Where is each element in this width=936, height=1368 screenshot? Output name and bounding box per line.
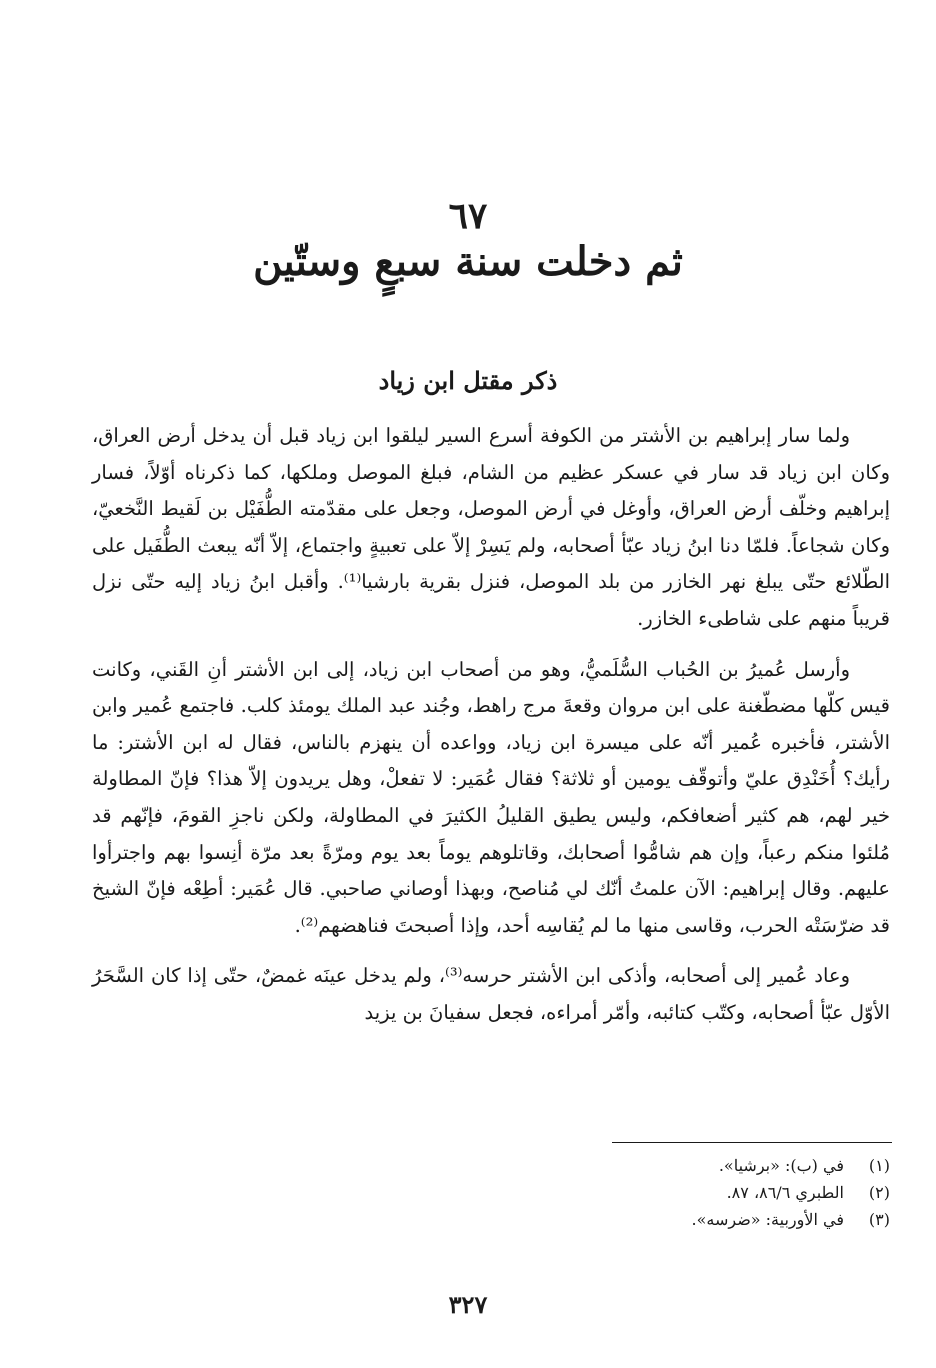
footnote-number: (٢)	[868, 1183, 890, 1202]
chapter-title: ثم دخلت سنة سبعٍ وستّين	[253, 238, 683, 285]
paragraph-3: وعاد عُمير إلى أصحابه، وأذكى ابن الأشتر حرسه⁽³⁾، ولم يدخل عينَه غمضٌ، حتّى إذا كان السَّحَرُ الأوّل عبّأ أصحابه، وكتّب كتائبه، وأمّر أمراءه، فجعل سفيانَ بن يزيد	[92, 964, 890, 1024]
footnote-number: (٣)	[868, 1210, 890, 1229]
footnote-number: (١)	[868, 1156, 890, 1175]
chapter-number: ٦٧	[448, 195, 488, 237]
footnote-divider	[612, 1142, 892, 1143]
paragraph-1: ولما سار إبراهيم بن الأشتر من الكوفة أسرع السير ليلقوا ابن زياد قبل أن يدخل أرض العراق، وكان ابن زياد قد سار في عسكر عظيم من الشام، فبلغ الموصل وملكها، كما ذكرناه أوّلاً، فسار إبراهيم وخلّف أرض العراق، وأوغل في أرض الموصل، وجعل على مقدّمته الطُّفَيْل بن لَقيط النَّخعيّ، وكان شجاعاً. فلمّا دنا ابنُ زياد عبّأ أصحابه، ولم يَسِرْ إلاّ على تعبيةٍ واجتماع، إلاّ أنّه يبعث الطُّفَيل على الطّلائع حتّى يبلغ نهر الخازر من بلد الموصل، فنزل بقرية بارشيا⁽¹⁾. وأقبل ابنُ زياد إليه حتّى نزل قريباً منهم على شاطىء الخازر.	[92, 424, 891, 630]
body-text	[92, 418, 890, 1032]
page-number: ٣٢٧	[448, 1290, 488, 1319]
footnote-2	[560, 1179, 890, 1206]
footnote-1	[560, 1152, 890, 1179]
footnote-text: في (ب): «برشيا».	[718, 1156, 844, 1175]
footnotes	[560, 1152, 890, 1233]
footnote-3	[560, 1206, 890, 1233]
section-heading: ذكر مقتل ابن زياد	[378, 366, 558, 395]
footnote-text: في الأوربية: «ضرسه».	[691, 1210, 844, 1229]
paragraph-2: وأرسل عُميرُ بن الحُباب السُّلَميُّ، وهو من أصحاب ابن زياد، إلى ابن الأشتر أنِ القَني، وكانت قيس كلّها مضطّغنة على ابن مروان وقعةَ مرج راهط، وجُند عبد الملك يومئذ كلب. فاجتمع عُمير وابن الأشتر، فأخبره عُمير أنّه على ميسرة ابن زياد، وواعده أن ينهزم بالناس، فقال له ابن الأشتر: ما رأيك؟ أُخَنْدِق عليّ وأتوقّف يومين أو ثلاثة؟ فقال عُمَير: لا تفعلْ، وهل يريدون إلاّ هذا؟ فإنّ المطاولة خير لهم، هم كثير أضعافكم، وليس يطيق القليلُ الكثيرَ في المطاولة، ولكن ناجزِ القومَ، فإنّهم قد مُلئوا منكم رعباً، وإن هم شامُّوا أصحابك، وقاتلوهم يوماً بعد يوم ومرّةً بعد مرّة أنِسوا بهم واجترأوا عليهم. وقال إبراهيم: الآن علمتُ أنّك لي مُناصح، وبهذا أوصاني صاحبي. قال عُمَير: أطِعْه فإنّ الشيخ قد ضرّسَتْه الحرب، وقاسى منها ما لم يُقاسِه أحد، وإذا أصبحتَ فناهضهم⁽²⁾.	[92, 657, 890, 937]
footnote-text: الطبري ٨٦/٦، ٨٧.	[726, 1183, 844, 1202]
